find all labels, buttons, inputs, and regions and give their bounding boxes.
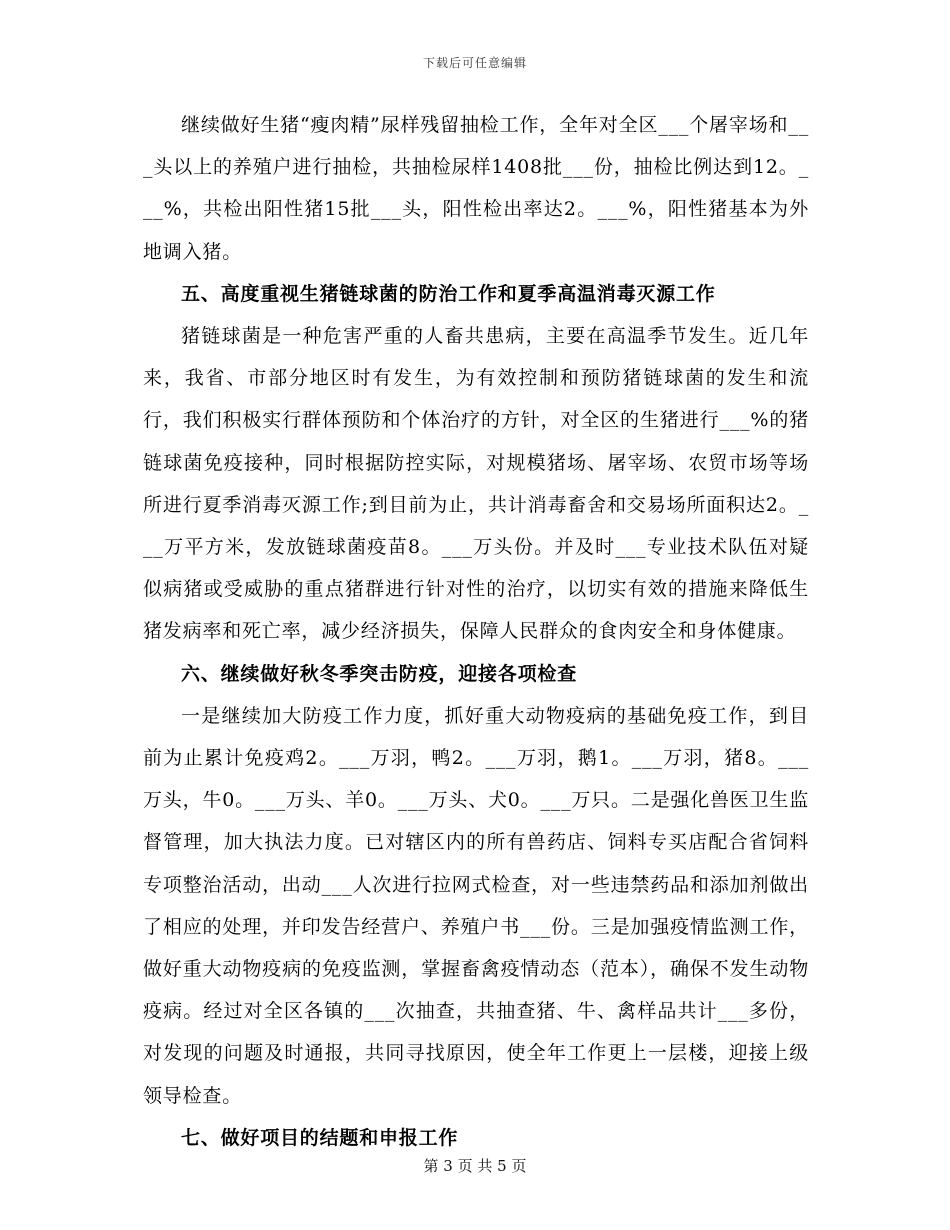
section-heading-5: 五、高度重视生猪链球菌的防治工作和夏季高温消毒灭源工作 <box>181 282 716 305</box>
section-heading-6: 六、继续做好秋冬季突击防疫，迎接各项检查 <box>181 662 578 685</box>
page-number-footer: 第 3 页 共 5 页 <box>423 1157 527 1175</box>
document-body <box>143 104 809 1159</box>
paragraph-autumn-winter-epidemic: 一是继续加大防疫工作力度，抓好重大动物疫病的基础免疫工作，到目前为止累计免疫鸡2。___万羽，鸭2。___万羽，鹅1。___万羽，猪8。___万头，牛0。___万头、羊0。___万头、犬0。___万只。二是强化兽医卫生监督管理，加大执法力度。已对辖区内的所有兽药店、饲料专买店配合省饲料专项整治活动，出动___人次进行拉网式检查，对一些违禁药品和添加剂做出了相应的处理，并印发告经营户、养殖户书___份。三是加强疫情监测工作，做好重大动物疫病的免疫监测，掌握畜禽疫情动态（范本），确保不发生动物疫病。经过对全区各镇的___次抽查，共抽查猪、牛、禽样品共计___多份，对发现的问题及时通报，共同寻找原因，使全年工作更上一层楼，迎接上级领导检查。 <box>143 704 809 1107</box>
section-heading-7: 七、做好项目的结题和申报工作 <box>181 1126 459 1149</box>
paragraph-residue-inspection: 继续做好生猪“瘦肉精”尿样残留抽检工作，全年对全区___个屠宰场和___头以上的养殖户进行抽检，共抽检尿样1408批___份，抽检比例达到12。___%，共检出阳性猪15批___头，阳性检出率达2。___%，阳性猪基本为外地调入猪。 <box>143 114 809 263</box>
page-header: 下载后可任意编辑 <box>422 56 527 70</box>
paragraph-streptococcus: 猪链球菌是一种危害严重的人畜共患病，主要在高温季节发生。近几年来，我省、市部分地区时有发生，为有效控制和预防猪链球菌的发生和流行，我们积极实行群体预防和个体治疗的方针，对全区的生猪进行___%的猪链球菌免疫接种，同时根据防控实际，对规模猪场、屠宰场、农贸市场等场所进行夏季消毒灭源工作;到目前为止，共计消毒畜舍和交易场所面积达2。___万平方米，发放链球菌疫苗8。___万头份。并及时___专业技术队伍对疑似病猪或受威胁的重点猪群进行针对性的治疗，以切实有效的措施来降低生猪发病率和死亡率，减少经济损失，保障人民群众的食肉安全和身体健康。 <box>143 325 809 643</box>
